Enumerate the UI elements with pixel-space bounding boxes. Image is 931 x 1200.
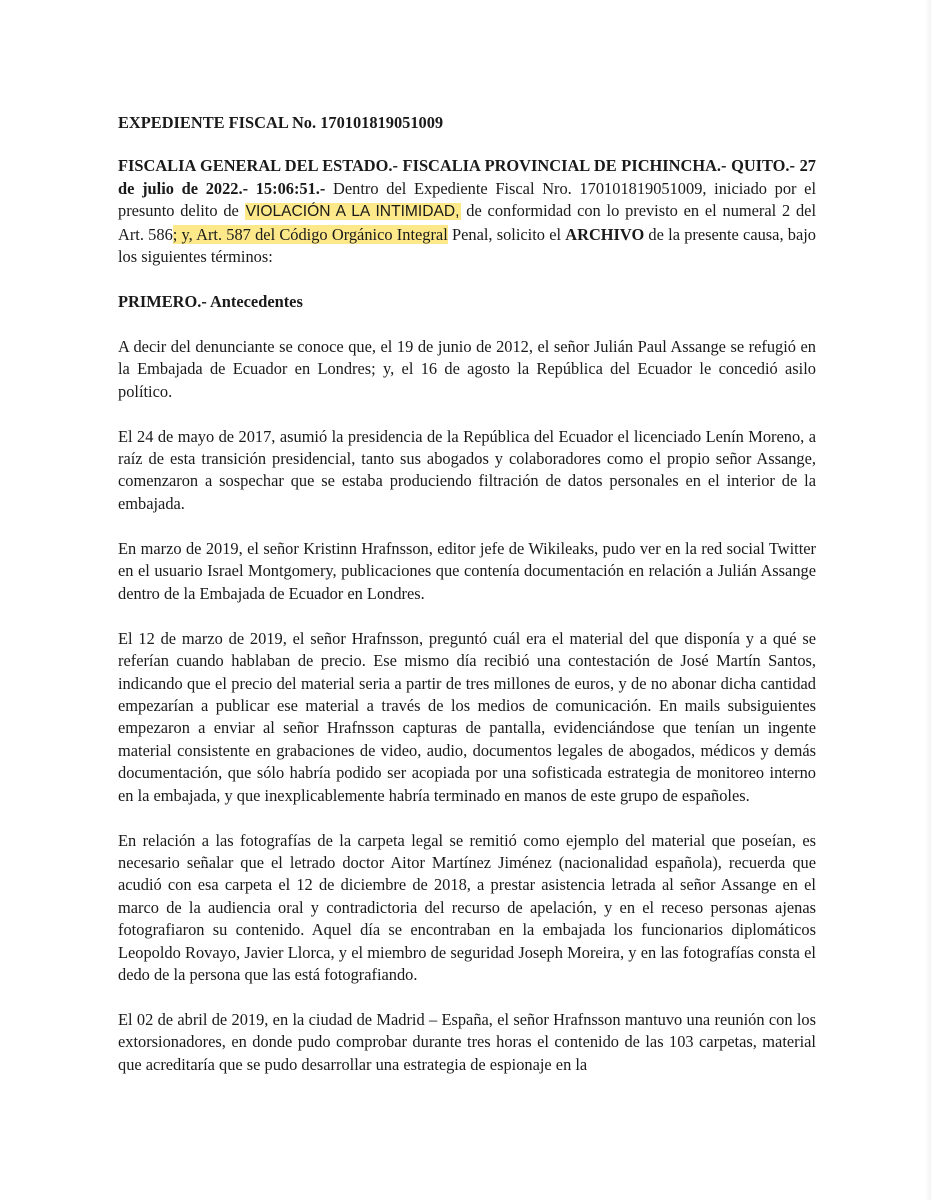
intro-paragraph [118,155,816,268]
paragraph-3: En marzo de 2019, el señor Kristinn Hrafnsson, editor jefe de Wikileaks, pudo ver en la red social Twitter en el usuario Israel Montgomery, publicaciones que contenía documentación en relación a Julián Assange dentro de la Embajada de Ecuador en Londres. [118,538,816,603]
intro-text-1: Dentro del Expediente Fiscal Nro. 170101819051009, iniciado por el presunto delito de [118,178,817,221]
paragraph-6: El 02 de abril de 2019, en la ciudad de Madrid – España, el señor Hrafnsson mantuvo una reunión con los extorsionadores, en donde pudo comprobar durante tres horas el contenido de las 103 carpetas, material que acreditaría que se pudo desarrollar una estrategia de espionaje en la [118,1009,816,1074]
intro-text-3: Penal, solicito el [447,224,566,244]
paragraph-5: En relación a las fotografías de la carpeta legal se remitió como ejemplo del material que poseían, es necesario señalar que el letrado doctor Aitor Martínez Jiménez (nacionalidad española), recuerda que acudió con esa carpeta el 12 de diciembre de 2018, a prestar asistencia letrada al señor Assange en el marco de la audiencia oral y contradictoria del recurso de apelación, y en el receso personas ajenas fotografiaron su contenido. Aquel día se encontraban en la embajada los funcionarios diplomáticos Leopoldo Rovayo, Javier Llorca, y el miembro de seguridad Joseph Moreira, y en las fotografías consta el dedo de la persona que las está fotografiando. [118,830,816,984]
highlighted-offense: VIOLACIÓN A LA INTIMIDAD, [245,203,460,221]
paragraph-1: A decir del denunciante se conoce que, el 19 de junio de 2012, el señor Julián Paul Assange se refugió en la Embajada de Ecuador en Londres; y, el 16 de agosto la República del Ecuador le concedió asilo político. [118,336,816,401]
paragraph-4: El 12 de marzo de 2019, el señor Hrafnsson, preguntó cuál era el material del que disponía y a qué se referían cuando hablaban de precio. Ese mismo día recibió una contestación de José Martín Santos, indicando que el precio del material seria a partir de tres millones de euros, y de no abonar dicha cantidad empezarían a publicar ese material a través de los medios de comunicación. En mails subsiguientes empezaron a enviar al señor Hrafnsson capturas de pantalla, evidenciándose que tenían un ingente material consistente en grabaciones de video, audio, documentos legales de abogados, médicos y demás documentación, que sólo habría podido ser acopiada por una sofisticada estrategia de monitoreo interno en la embajada, y que inexplicablemente habría terminado en manos de este grupo de españoles. [118,628,816,805]
intro-text-2: de conformidad con lo previsto en el numeral 2 del Art. 586 [118,201,817,244]
paragraph-2: El 24 de mayo de 2017, asumió la presidencia de la República del Ecuador el licenciado Lenín Moreno, a raíz de esta transición presidencial, tanto sus abogados y colaboradores como el propio señor Assange, comenzaron a sospechar que se estaba produciendo filtración de datos personales en el interior de la embajada. [118,426,816,513]
section-heading: PRIMERO.- Antecedentes [118,292,303,312]
document-body [118,112,816,1099]
intro-bold-lead: FISCALIA GENERAL DEL ESTADO.- FISCALIA PROVINCIAL DE PICHINCHA.- QUITO.- 27 de julio de 2022.- 15:06:51.- [118,156,816,198]
page-edge [925,0,931,1200]
archivo-bold: ARCHIVO [565,224,645,244]
intro-text-4: de la presente causa, bajo los siguientes términos: [118,224,816,267]
highlighted-article: ; y, Art. 587 del Código Orgánico Integral [172,224,448,244]
document-title: EXPEDIENTE FISCAL No. 170101819051009 [118,113,444,132]
